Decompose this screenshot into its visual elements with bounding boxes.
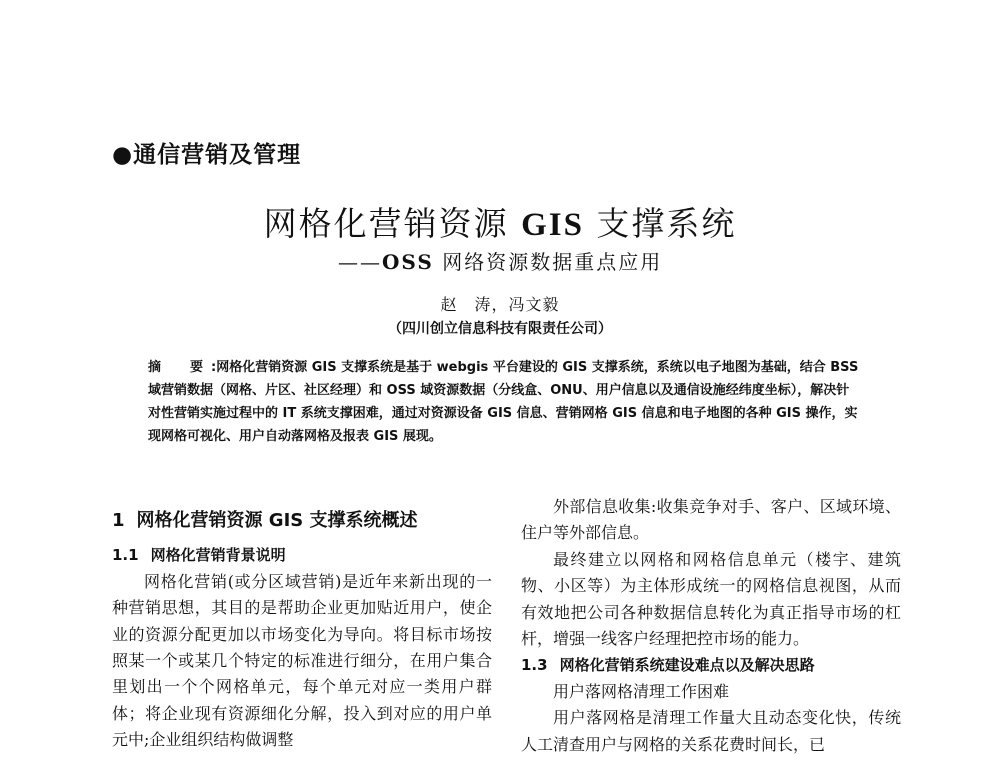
subtitle-dash: —— [338,250,382,274]
paragraph: 用户落网格是清理工作量大且动态变化快，传统人工清查用户与网格的关系花费时间长，已 [521,708,901,754]
abstract-text: :网格化营销资源 GIS 支撑系统是基于 webgis 平台建设的 GIS 支撑系统，系统以电子地图为基础，结合 BSS 域营销数据（网格、片区、社区经理）和 OSS 域资源数据（分线盒、ONU、用户信息以及通信设施经纬度坐标），解决针对性营销实施过程中的 IT 系统支撑困难，通过对资源设备 GIS 信息、营销网格 GIS 信息和电子地图的各种 GIS 操作，实现网格可视化、用户自动落网格及报表 GIS 展现。 [148,360,859,444]
article-title [0,198,1000,245]
section-1-3-heading [521,652,901,678]
right-column [521,494,901,758]
subsection-heading: 用户落网格清理工作困难 [553,681,730,701]
section-1-heading [112,508,492,534]
section-1-1-title: 网格化营销背景说明 [150,546,286,565]
section-1-3-number: 1.3 [521,656,548,675]
section-1-3-title: 网格化营销系统建设难点以及解决思路 [559,656,815,675]
section-tag: ●通信营销及管理 [112,142,302,168]
paragraph: 外部信息收集:收集竞争对手、客户、区域环境、住户等外部信息。 [521,497,901,543]
left-column [112,494,492,754]
abstract [148,356,860,448]
authors: 赵 涛，冯文毅 [440,295,560,314]
title-part-gis: GIS [521,207,584,243]
subtitle-oss: OSS [382,250,434,274]
paragraph: 最终建立以网格和网格信息单元（楼宇、建筑物、小区等）为主体形成统一的网格信息视图，从而有效地把公司各种数据信息转化为真正指导市场的杠杆，增强一线客户经理把控市场的能力。 [521,549,901,649]
title-part-2: 支撑系统 [583,204,737,243]
section-1-title: 网格化营销资源 GIS 支撑系统概述 [136,510,418,531]
paragraph: 网格化营销(或分区域营销)是近年来新出现的一种营销思想，其目的是帮助企业更加贴近用户，使企业的资源分配更加以市场变化为导向。将目标市场按照某一个或某几个特定的标准进行细分，在用户集合里划出一个个网格单元，每个单元对应一类用户群体；将企业现有资源细化分解，投入到对应的用户单元中;企业组织结构做调整 [112,571,492,750]
subtitle-rest: 网络资源数据重点应用 [433,250,663,274]
title-part-1: 网格化营销资源 [263,204,522,243]
article-subtitle [338,246,662,275]
section-1-1-heading [112,542,492,568]
section-1-1-number: 1.1 [112,546,139,565]
abstract-label: 摘 要 [148,360,212,375]
section-1-number: 1 [112,510,125,531]
affiliation: （四川创立信息科技有限责任公司） [388,321,612,337]
